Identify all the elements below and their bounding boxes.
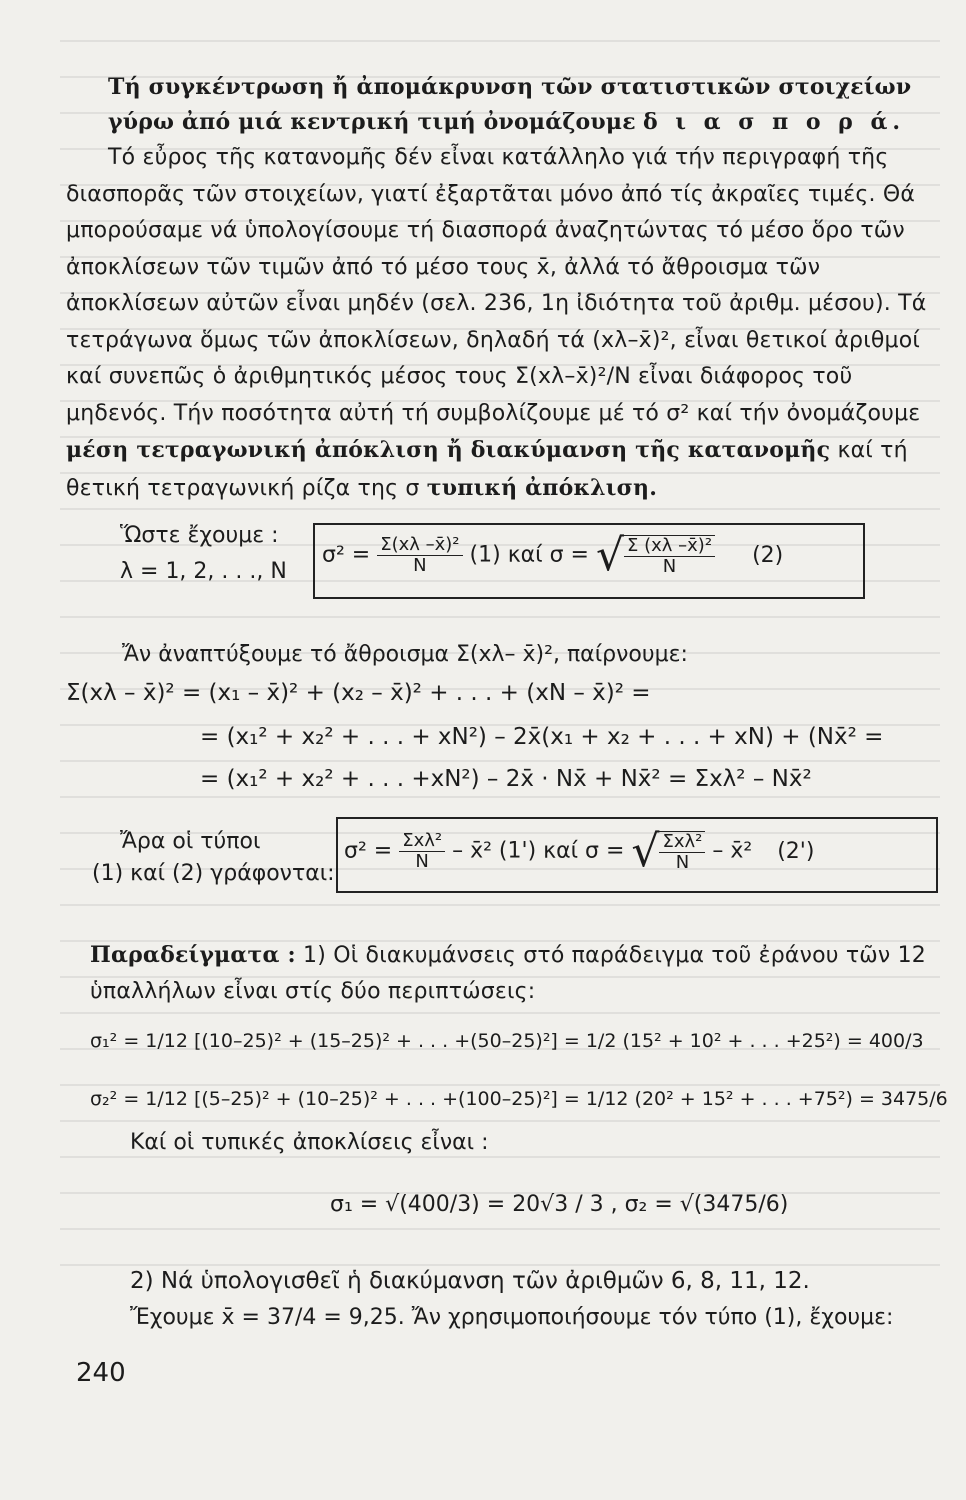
- eq-label-2p: (2'): [777, 838, 815, 864]
- box2-lead-1: Ἄρα οἱ τύποι: [120, 829, 261, 854]
- definition-paragraph: [108, 70, 948, 140]
- fraction-1-den: N: [413, 555, 427, 576]
- formula-2: [344, 826, 814, 877]
- fraction-4: [659, 831, 705, 873]
- fraction-1: [377, 535, 462, 576]
- example-2: 2) Νά ὑπολογισθεῖ ἡ διακύμανση τῶν ἀριθμῶν 6, 8, 11, 12.: [130, 1268, 810, 1294]
- fraction-4-num: Σxλ²: [659, 832, 705, 853]
- sqrt-icon: √: [595, 530, 625, 581]
- box1-lead-2: λ = 1, 2, . . ., N: [120, 559, 287, 584]
- sigma1-line: σ₁² = 1/12 [(10–25)² + (15–25)² + . . . +(50–25)²] = 1/2 (15² + 10² + . . . +25²) = 400/3: [90, 1030, 924, 1052]
- sqrt-tail: – x̄²: [712, 838, 753, 864]
- stddev-term: τυπική ἀπόκλιση.: [426, 474, 658, 501]
- fraction-3-den: N: [415, 851, 429, 872]
- typical-values: σ₁ = √(400/3) = 20√3 / 3 , σ₂ = √(3475/6): [330, 1192, 789, 1217]
- example-1-text: 1) Οἱ διακυμάνσεις στό παράδειγμα τοῦ ἐράνου τῶν 12 ὑπαλλήλων εἶναι στίς δύο περιπτώσεις:: [90, 943, 926, 1004]
- fraction-2-den: N: [662, 555, 677, 577]
- body-tail: καί τή θετική τετραγωνική ρίζα της σ: [66, 438, 908, 501]
- example-2-line: Ἔχουμε x̄ = 37/4 = 9,25. Ἄν χρησιμοποιήσουμε τόν τύπο (1), ἔχουμε:: [130, 1305, 894, 1330]
- fraction-3: [399, 831, 445, 872]
- body-text: Τό εὖρος τῆς κατανομῆς δέν εἶναι κατάλληλο γιά τήν περιγραφή τῆς διασπορᾶς τῶν στοιχείων, γιατί ἐξαρτᾶται μόνο ἀπό τίς ἀκραῖες τιμές. Θά μπορούσαμε νά ὑπολογίσουμε τή διασπορά ἀναζητώντας τό μέσο ὅρο τῶν ἀποκλίσεων τῶν τιμῶν ἀπό τό μέσο τους x̄, ἀλλά τό ἄθροισμα τῶν ἀποκλίσεων αὐτῶν εἶναι μηδέν (σελ. 236, 1η ἰδιότητα τοῦ ἀριθμ. μέσου). Τά τετράγωνα ὅμως τῶν ἀποκλίσεων, δηλαδή τά (xλ–x̄)², εἶναι θετικοί ἀριθμοί καί συνεπῶς ὁ ἀριθμητικός μέσος τους Σ(xλ–x̄)²/N εἶναι διάφορος τοῦ μηδενός. Τήν ποσότητα αὐτή τή συμβολίζουμε μέ τό σ² καί τήν ὀνομάζουμε: [66, 145, 927, 426]
- examples-heading: Παραδείγματα :: [90, 942, 296, 968]
- expand-line-1: Σ(xλ – x̄)² = (x₁ – x̄)² + (x₂ – x̄)² + . . . + (xN – x̄)² =: [66, 680, 651, 706]
- fraction-3-num: Σxλ²: [399, 831, 445, 852]
- fraction-4-den: N: [675, 851, 690, 873]
- example-1: [90, 937, 938, 1010]
- page-number: 240: [76, 1358, 126, 1388]
- sigma-squared-2: σ² =: [344, 838, 393, 864]
- sigma2-line: σ₂² = 1/12 [(5–25)² + (10–25)² + . . . +(100–25)²] = 1/12 (20² + 15² + . . . +75²) = 3475/6: [90, 1088, 948, 1110]
- expand-line-3: = (x₁² + x₂² + . . . +xN²) – 2x̄ · Nx̄ + Nx̄² = Σxλ² – Nx̄²: [200, 766, 812, 792]
- box1-lead: [120, 518, 287, 590]
- eq-label-2: (2): [752, 542, 784, 568]
- typical-intro: Καί οἱ τυπικές ἀποκλίσεις εἶναι :: [130, 1130, 489, 1155]
- fraction-1-num: Σ(xλ –x̄)²: [377, 535, 462, 556]
- formula-1: [322, 530, 783, 581]
- expand-line-2: = (x₁² + x₂² + . . . + xN²) – 2x̄(x₁ + x₂ + . . . + xN) + (Nx̄² =: [200, 724, 884, 750]
- and-sigma: καί σ =: [507, 542, 589, 568]
- fraction-2: [624, 535, 715, 577]
- eq-label-1: (1): [469, 542, 501, 568]
- definition-text: Τή συγκέντρωση ἤ ἀπομάκρυνση τῶν στατιστικῶν στοιχείων γύρω ἀπό μιά κεντρική τιμή ὀνομάζουμε: [108, 74, 912, 135]
- expand-intro: Ἄν ἀναπτύξουμε τό ἄθροισμα Σ(xλ– x̄)², παίρνουμε:: [122, 642, 688, 667]
- variance-term: μέση τετραγωνική ἀπόκλιση ἤ διακύμανση τῆς κατανομῆς: [66, 437, 831, 463]
- fraction-2-num: Σ (xλ –x̄)²: [624, 536, 715, 557]
- sigma-squared: σ² =: [322, 542, 371, 568]
- term-dispersion: δ ι α σ π ο ρ ά.: [642, 109, 906, 135]
- box2-lead-2: (1) καί (2) γράφονται:: [92, 861, 335, 886]
- box2-lead: [92, 826, 335, 890]
- body-paragraph: [66, 140, 946, 507]
- formula-2-tail: – x̄² (1') καί σ =: [452, 838, 625, 864]
- sqrt-icon: √: [631, 826, 660, 877]
- box1-lead-1: Ὥστε ἔχουμε :: [120, 523, 279, 548]
